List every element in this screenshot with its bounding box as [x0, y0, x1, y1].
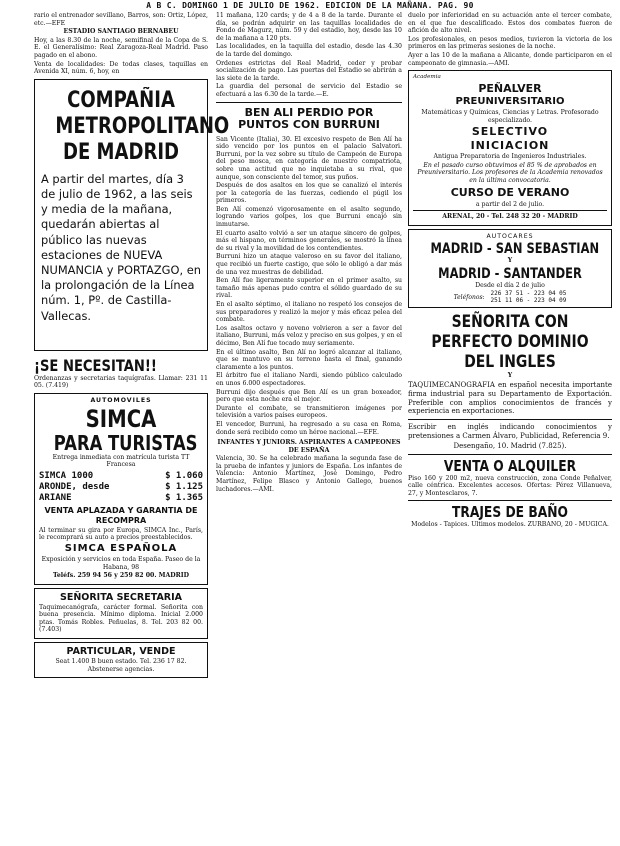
penalver-address: ARENAL, 20 - Tel. 248 32 20 - MADRID: [413, 210, 607, 221]
senorita-ad: [408, 312, 612, 450]
story-paragraph: En el asalto séptimo, el italiano no respetó los consejos de sus preparadores y realizó la mejor y más eficaz pelea del combate.: [216, 301, 402, 324]
stadium-title: ESTADIO SANTIAGO BERNABEU: [63, 28, 179, 36]
particular-title: PARTICULAR, VENDE: [66, 646, 176, 658]
penalver-ad: [408, 70, 612, 226]
col1-top-text: rario el entrenador sevillano, Barros, son: Ortiz, López, etc.—EFE: [34, 12, 208, 27]
column-3: [408, 12, 612, 846]
trajes-ad: [408, 504, 612, 529]
col3-top-text-3: Ayer a las 10 de la mañana a Alicante, donde participaron en el campeonato de gimnasia.—AMI.: [408, 51, 612, 67]
phones-label: Teléfonos:: [453, 293, 485, 301]
column-1: [34, 12, 230, 846]
simca-kicker: AUTOMOVILES: [90, 396, 152, 404]
venta-ad: [408, 458, 612, 498]
senorita-text: TAQUIMECANOGRAFIA en español necesita importante firma industrial para su Departamento de Exportación. Preferible con amplios conocimientos de francés y experiencia en exportaciones.: [408, 381, 612, 416]
senorita-title-3: DEL INGLES: [464, 352, 556, 373]
story-paragraph: Ben Alí fue ligeramente superior en el primer asalto, su tamaño más apenas pudo contra el sólido guardado de su rival.: [216, 277, 402, 300]
route-1: MADRID - SAN SEBASTIAN: [430, 241, 600, 258]
route-2: MADRID - SANTANDER: [438, 265, 582, 282]
phones-block: 226 37 51 - 223 04 05 251 11 06 - 223 04 09: [490, 290, 567, 305]
simca-title-2: PARA TURISTAS: [53, 430, 198, 455]
price-row: ARIANE $ 1.365: [39, 492, 203, 503]
story-paragraph: Los asaltos octavo y noveno volvieron a ser a favor del italiano, Burruni, más veloz y preciso en sus golpes, y en el décimo, Ben Alí fue tocado muy seriamente.: [216, 324, 402, 347]
price-row: SIMCA 1000 $ 1.060: [39, 470, 203, 481]
penalver-text-2: Antigua Preparatoria de Ingenieros Industriales.: [433, 153, 587, 161]
trajes-title: TRAJES DE BAÑO: [451, 503, 569, 522]
penalver-text-3: En el pasado curso obtuvimos el 85 % de aprobados en Preuniversitario. Los profesores de la Academia renovados en la última convocatoria.: [417, 161, 603, 184]
penalver-title: PEÑALVER: [478, 81, 542, 95]
col2-top-text-3: Ordenes estrictas del Real Madrid, ceder y probar socialización de pago. Las puertas del Estadio se abrirán a las siete de la tarde.: [216, 59, 402, 82]
page-header: A B C. DOMINGO 1 DE JULIO DE 1962. EDICION DE LA MAÑANA. PAG. 90: [146, 1, 474, 10]
metro-ad: [34, 79, 230, 351]
story-paragraph: Burruni dijo después que Ben Alí es un gran boxeador, pero que esta noche era el mejor.: [216, 388, 402, 404]
metro-title-3: DE MADRID: [62, 139, 180, 165]
wrestling-subhead: INFANTES Y JUNIORS. ASPIRANTES A CAMPEONES DE ESPAÑA: [217, 439, 401, 454]
senorita-and: Y: [507, 372, 513, 380]
secretaria-text: Taquimecanógrafa, carácter formal. Señorita con buena presencia. Mínimo diploma. Inicial 2.000 ptas. Tomás Robles. Peñuelas, 8. Tel. 203 82 00. (7.403): [39, 603, 203, 634]
simca-title-1: SIMCA: [85, 404, 157, 433]
simca-dealer-text: Exposición y servicios en toda España. Paseo de la Habana, 98: [41, 555, 201, 571]
wanted-text: Ordenanzas y secretarias taquígrafas. Llamar: 231 11 05. (7.419): [34, 374, 208, 390]
story-paragraph: El cuarto asalto volvió a ser un ataque sincero de golpes, más el hispano, en términos generales, se mostró la línea de su rival y la movilidad de los contendientes.: [216, 229, 402, 252]
divider: [408, 454, 612, 455]
divider: [408, 419, 612, 420]
col2-top-text-4: La guardia del personal de servicio del Estadio se efectuará a las 6.30 de la tarde.—E.: [216, 83, 402, 98]
wanted-ad: [34, 357, 208, 390]
senorita-text-3: Desengaño, 10. Madrid (7.825).: [453, 441, 567, 450]
particular-text: Seat 1.400 B buen estado. Tel. 236 17 82. Abstenerse agencias.: [55, 658, 187, 673]
verano-title: CURSO DE VERANO: [450, 185, 570, 199]
story-paragraph: Burruni hizo un ataque valeroso en su favor del italiano, que recibió un fuerte castigo, que sólo le obligó a dar más de una vez muestras de debilidad.: [216, 253, 402, 276]
wanted-title: ¡SE NECESITAN!!: [34, 355, 157, 375]
penalver-text: Matemáticas y Químicas, Ciencias y Letras. Profesorado especializado.: [421, 108, 599, 124]
penalver-subtitle: PREUNIVERSITARIO: [455, 95, 565, 107]
story-paragraph: El árbitro fue el italiano Nardi, siendo público calculado en unos 6.000 espectadores.: [216, 372, 402, 387]
boxing-story: [216, 136, 402, 437]
story-paragraph: San Vicente (Italia), 30. El excesivo respeto de Ben Alí ha sido vencido por los puntos en el palacio Salvatori. Burruni, por la vez sobre su título de Campeón de Europa del peso mosca, en categoría de nuestro compatriota, sobre una actitud que no inquietaba a su rival, que aunque, son consciente del temor, sus puños.: [216, 135, 402, 181]
trajes-text: Modelos - Tapices. Ultimos modelos. ZURBANO, 20 - MUGICA.: [411, 521, 609, 529]
metro-body: A partir del martes, día 3 de julio de 1962, a las seis y media de la mañana, quedarán abiertas al público las nuevas estaciones de NUEVA NUMANCIA y PORTAZGO, en la prolongación de la Línea núm. 1, Pº. de Castilla-Vallecas.: [41, 171, 201, 323]
selectivo-title: SELECTIVO: [471, 125, 549, 139]
penalver-kicker: Academia: [413, 74, 441, 81]
tickets-text: Venta de localidades: De todas clases, taquillas en Avenida XI, núm. 6, hoy, en: [34, 60, 208, 76]
story-paragraph: Durante el combate, se transmitieron imágenes por televisión a varios países europeos.: [216, 404, 402, 420]
autocares-kicker: AUTOCARES: [486, 232, 534, 240]
route-and: Y: [507, 257, 513, 265]
simca-ad: [34, 393, 208, 585]
simca-subtitle: Entrega inmediata con matrícula turista TT Francesa: [52, 453, 190, 469]
price-row: ARONDE, desde $ 1.125: [39, 481, 203, 492]
story-paragraph: Después de dos asaltos en los que se canalizó el interés por la categoría de las fuerzas, cediendo el púgil los primeros.: [216, 182, 402, 205]
simca-sale-title: VENTA APLAZADA Y GARANTIA DE RECOMPRA: [44, 505, 198, 525]
senorita-title-1: SEÑORITA CON: [451, 312, 569, 333]
column-2: [216, 12, 402, 846]
simca-dealer: SIMCA ESPAÑOLA: [64, 542, 178, 554]
wrestling-story: Valencia, 30. Se ha celebrado mañana la segunda fase de la prueba de infantes y juniors de España. Los infantes de Valencia: Antonio Martínez, José Domingo, Pedro Martínez, Felipe Blasco y Antonio Gallego, buenos luchadores.—AMI.: [216, 455, 402, 493]
simca-price-list: [39, 471, 203, 504]
particular-ad: [34, 642, 208, 678]
story-paragraph: El vencedor, Burruni, ha regresado a su casa en Roma, donde será recibido como un héroe nacional.—EFE.: [216, 420, 402, 436]
simca-sale-text: Al terminar su gira por Europa, SIMCA Inc., París, le recomprará su auto a precios preestablecidos.: [39, 526, 203, 542]
col3-top-text: duelo por inferioridad en su actuación ante el tercer combate, en el que fue descalificado. Estos dos combates fueron de afición de alto nivel.: [408, 12, 612, 35]
col3-top-text-2: Los profesionales, en pesos medios, tuvieron la victoria de los primeros en las primeras sesiones de la noche.: [408, 35, 612, 51]
autocares-since: Desde el día 2 de julio: [475, 281, 545, 289]
simca-phones: Teléfs. 259 94 56 y 259 82 00. MADRID: [52, 572, 190, 580]
divider: [216, 102, 402, 103]
venta-text: Piso 160 y 200 m2, nueva construcción, zona Conde Peñalver, calle céntrica. Excelentes accesos. Ofertas: Pérez Villanueva, 27, y Montesclaros, 7.: [408, 474, 612, 497]
metro-title-2: METROPOLITANO: [55, 113, 230, 139]
boxing-headline: BEN ALI PERDIO POR PUNTOS CON BURRUNI: [238, 105, 380, 131]
story-paragraph: En el último asalto, Ben Alí no logró alcanzar al italiano, que se mantuvo en su terreno hasta el final, ganando claramente a los puntos.: [216, 348, 402, 371]
autocares-phones: [413, 290, 607, 304]
stadium-text: Hoy, a las 8.30 de la noche, semifinal de la Copa de S. E. el Generalísimo: Real Zaragoza-Real Madrid. Paso pagado en el abono.: [34, 36, 208, 59]
col2-top-text: 11 mañana, 120 cards; y de 4 a 8 de la tarde. Durante el día, se podrán adquirir en las taquillas localidades de Fondo de Magurz, núm. 59 y del estadio, hoy, desde las 10 de la mañana a 120 pts.: [216, 12, 402, 42]
autocares-ad: [408, 229, 612, 309]
verano-text: a partir del 2 de julio.: [475, 200, 545, 208]
venta-title: VENTA O ALQUILER: [443, 456, 577, 475]
divider: [408, 500, 612, 501]
senorita-text-2: Escribir en inglés indicando conocimientos y pretensiones a Carmen Álvaro, Publicidad, Referencia 9.: [408, 423, 612, 441]
secretaria-title: SEÑORITA SECRETARIA: [59, 591, 182, 603]
story-paragraph: Ben Alí comenzó vigorosamente en el asalto segundo, logrando varios golpes, los que Burruni encajó sin inmutarse.: [216, 205, 402, 229]
metro-title-1: COMPAÑIA: [67, 87, 175, 113]
secretaria-ad: [34, 588, 208, 639]
iniciacion-title: INICIACION: [470, 139, 550, 153]
col2-top-text-2: Las localidades, en la taquilla del estadio, desde las 4.30 de la tarde del domingo.: [216, 43, 402, 58]
senorita-title-2: PERFECTO DOMINIO: [431, 332, 589, 353]
